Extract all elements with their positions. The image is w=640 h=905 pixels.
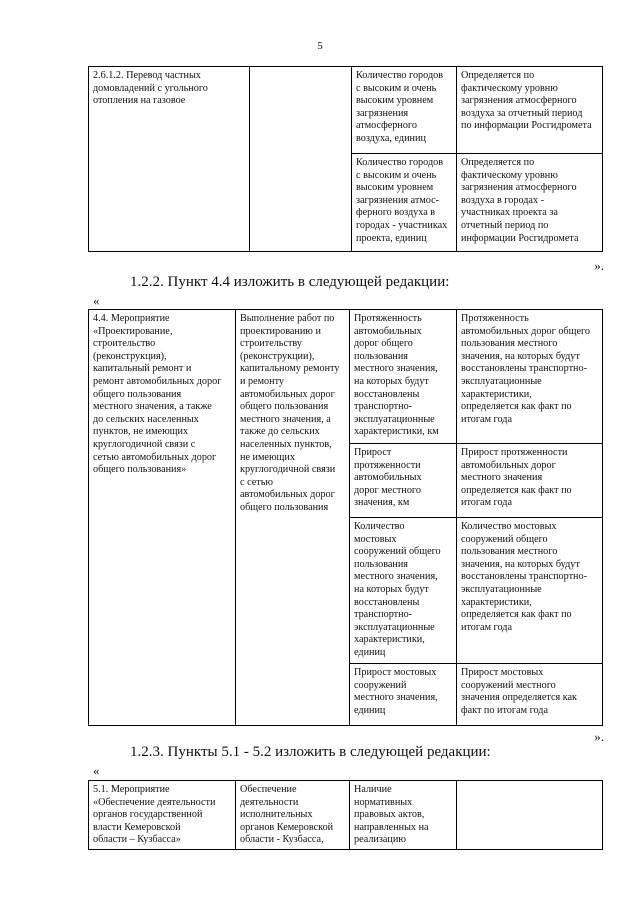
method-cell: Определяется по фактическому уровню загрязнения атмосферного воздуха в городах - участниках проекта за отчетный период по информации Росгидромета [457, 154, 603, 252]
section-heading-1-2-3: 1.2.3. Пункты 5.1 - 5.2 изложить в следующей редакции: [130, 744, 491, 760]
measure-result-cell: Обеспечение деятельности исполнительных органов Кемеровской области - Кузбасса, [236, 781, 350, 850]
measure-result-cell: Выполнение работ по проектированию и строительству (реконструкции), капитальному ремонту и ремонту автомобильных дорог общего пользования местного значения, а также до сельских населенных пунктов, не имеющих круглогодичной связи с сетью автомобильных дорог общего пользования [236, 310, 350, 726]
method-cell: Прирост протяженности автомобильных дорог местного значения определяется как факт по итогам года [457, 444, 603, 518]
measure-name-cell: 5.1. Мероприятие «Обеспечение деятельности органов государственной власти Кемеровской области – Кузбасса» [89, 781, 236, 850]
method-cell: Прирост мостовых сооружений местного значения определяется как факт по итогам года [457, 664, 603, 726]
measure-result-cell [250, 67, 352, 252]
measure-name-cell: 4.4. Мероприятие «Проектирование, строительство (реконструкция), капитальный ремонт и ремонт автомобильных дорог общего пользования местного значения, а также до сельских населенных пунктов, не имеющих круглогодичной связи с сетью автомобильных дорог общего пользования» [89, 310, 236, 726]
measure-name-cell: 2.6.1.2. Перевод частных домовладений с угольного отопления на газовое [89, 67, 250, 252]
indicator-cell: Протяженность автомобильных дорог общего пользования местного значения, на которых будут восстановлены транспортно- эксплуатационные характеристики, км [350, 310, 457, 444]
method-cell: Определяется по фактическому уровню загрязнения атмосферного воздуха за отчетный период по информации Росгидромета [457, 67, 603, 154]
indicator-cell: Количество городов с высоким и очень высоким уровнем загрязнения атмосферного воздуха, единиц [352, 67, 457, 154]
closing-quote: ». [594, 729, 604, 744]
indicator-cell: Наличие нормативных правовых актов, направленных на реализацию [350, 781, 457, 850]
method-cell: Протяженность автомобильных дорог общего пользования местного значения, на которых будут восстановлены транспортно- эксплуатационные характеристики, определяется как факт по итогам года [457, 310, 603, 444]
closing-quote: ». [594, 258, 604, 273]
indicator-cell: Прирост протяженности автомобильных дорог местного значения, км [350, 444, 457, 518]
indicator-cell: Количество городов с высоким и очень высоким уровнем загрязнения атмос- ферного воздуха в городах - участниках проекта, единиц [352, 154, 457, 252]
measures-table-3 [88, 780, 603, 850]
method-cell: Количество мостовых сооружений общего пользования местного значения, на которых будут восстановлены транспортно- эксплуатационные характеристики, определяется как факт по итогам года [457, 518, 603, 664]
method-cell [457, 781, 603, 850]
page-number: 5 [317, 40, 323, 52]
measures-table-1 [88, 66, 603, 252]
opening-quote: « [93, 293, 100, 308]
indicator-cell: Прирост мостовых сооружений местного значения, единиц [350, 664, 457, 726]
section-heading-1-2-2: 1.2.2. Пункт 4.4 изложить в следующей редакции: [130, 274, 450, 290]
measures-table-2 [88, 309, 603, 726]
opening-quote: « [93, 763, 100, 778]
indicator-cell: Количество мостовых сооружений общего пользования местного значения, на которых будут восстановлены транспортно- эксплуатационные характеристики, единиц [350, 518, 457, 664]
